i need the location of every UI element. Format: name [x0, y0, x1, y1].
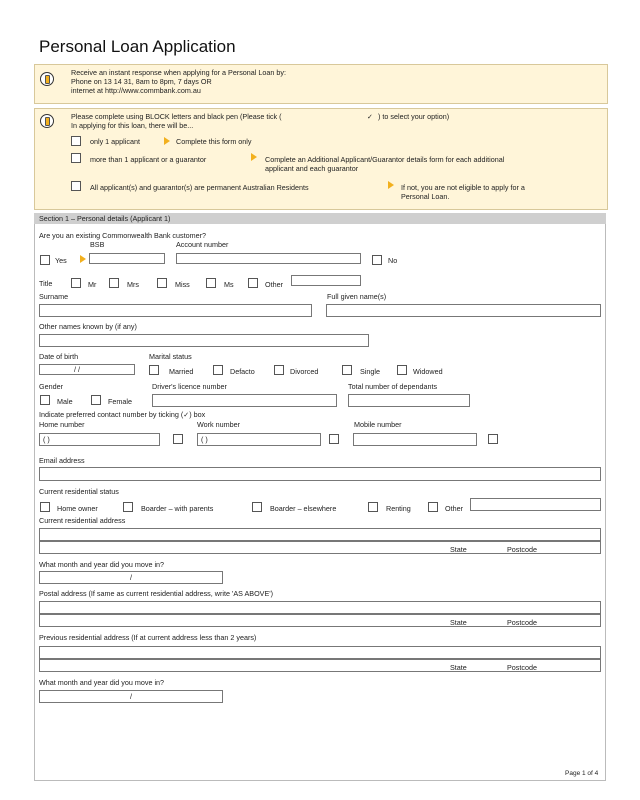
- home-number-label: Home number: [39, 420, 85, 429]
- email-input[interactable]: [39, 467, 601, 481]
- only-one-applicant-checkbox[interactable]: [71, 136, 81, 146]
- title-label: Title: [39, 279, 53, 288]
- home-preferred-checkbox[interactable]: [173, 434, 183, 444]
- gender-label: Gender: [39, 382, 63, 391]
- home-owner-checkbox[interactable]: [40, 502, 50, 512]
- postal-address-line1[interactable]: [39, 601, 601, 614]
- state-label: State: [450, 663, 467, 672]
- defacto-checkbox[interactable]: [213, 365, 223, 375]
- mrs-label: Mrs: [127, 280, 139, 289]
- other-names-input[interactable]: [39, 334, 369, 347]
- tick-mark-icon: ✓: [367, 112, 374, 121]
- note2-line2: In applying for this loan, there will be...: [71, 121, 194, 130]
- given-names-input[interactable]: [326, 304, 601, 317]
- other-status-label: Other: [445, 504, 463, 513]
- dob-input[interactable]: [39, 364, 135, 375]
- single-label: Single: [360, 367, 380, 376]
- previous-address-label: Previous residential address (If at current address less than 2 years): [39, 633, 257, 642]
- divorced-label: Divorced: [290, 367, 319, 376]
- page-title: Personal Loan Application: [39, 37, 236, 56]
- other-title-checkbox[interactable]: [248, 278, 258, 288]
- dependants-label: Total number of dependants: [348, 382, 438, 391]
- miss-checkbox[interactable]: [157, 278, 167, 288]
- home-area-code: ( ): [43, 435, 50, 444]
- female-label: Female: [108, 397, 132, 406]
- mobile-number-input[interactable]: [353, 433, 477, 446]
- state-label: State: [450, 618, 467, 627]
- page-number: Page 1 of 4: [565, 770, 599, 777]
- male-label: Male: [57, 397, 73, 406]
- arrow-right-icon: [164, 137, 170, 145]
- opt1-action: Complete this form only: [176, 137, 252, 146]
- dob-label: Date of birth: [39, 352, 79, 361]
- section-title: Section 1 – Personal details (Applicant 1): [39, 214, 171, 223]
- married-checkbox[interactable]: [149, 365, 159, 375]
- current-address-label: Current residential address: [39, 516, 126, 525]
- other-names-label: Other names known by (if any): [39, 322, 137, 331]
- licence-label: Driver's licence number: [152, 382, 227, 391]
- boarder-parents-label: Boarder – with parents: [141, 504, 214, 513]
- residents-checkbox[interactable]: [71, 181, 81, 191]
- move-in-slash-2: /: [130, 692, 132, 701]
- postcode-label: Postcode: [507, 663, 537, 672]
- yes-checkbox[interactable]: [40, 255, 50, 265]
- note1-line1: Receive an instant response when applying for a Personal Loan by:: [71, 68, 286, 77]
- mr-checkbox[interactable]: [71, 278, 81, 288]
- opt3-action-2: Personal Loan.: [401, 192, 450, 201]
- boarder-elsewhere-checkbox[interactable]: [252, 502, 262, 512]
- renting-checkbox[interactable]: [368, 502, 378, 512]
- boarder-parents-checkbox[interactable]: [123, 502, 133, 512]
- move-in-label-2: What month and year did you move in?: [39, 678, 165, 687]
- arrow-right-icon: [251, 153, 257, 161]
- opt2-action-2: applicant and each guarantor: [265, 164, 359, 173]
- surname-input[interactable]: [39, 304, 312, 317]
- widowed-label: Widowed: [413, 367, 443, 376]
- work-number-input[interactable]: [197, 433, 321, 446]
- no-checkbox[interactable]: [372, 255, 382, 265]
- note1-line2: Phone on 13 14 31, 8am to 8pm, 7 days OR: [71, 77, 212, 86]
- ms-label: Ms: [224, 280, 234, 289]
- widowed-checkbox[interactable]: [397, 365, 407, 375]
- opt3-label: All applicant(s) and guarantor(s) are permanent Australian Residents: [90, 183, 309, 192]
- other-title-label: Other: [265, 280, 283, 289]
- state-label: State: [450, 545, 467, 554]
- arrow-right-icon: [388, 181, 394, 189]
- residential-status-label: Current residential status: [39, 487, 119, 496]
- arrow-right-icon: [80, 255, 86, 263]
- account-label: Account number: [176, 240, 229, 249]
- postcode-label: Postcode: [507, 618, 537, 627]
- opt2-action-1: Complete an Additional Applicant/Guarantor details form for each additional: [265, 155, 505, 164]
- postcode-label: Postcode: [507, 545, 537, 554]
- mr-label: Mr: [88, 280, 97, 289]
- male-checkbox[interactable]: [40, 395, 50, 405]
- mobile-preferred-checkbox[interactable]: [488, 434, 498, 444]
- more-applicants-checkbox[interactable]: [71, 153, 81, 163]
- move-in-label: What month and year did you move in?: [39, 560, 165, 569]
- lightbulb-icon: [40, 72, 54, 86]
- move-in-slash: /: [130, 573, 132, 582]
- mobile-number-label: Mobile number: [354, 420, 402, 429]
- female-checkbox[interactable]: [91, 395, 101, 405]
- licence-input[interactable]: [152, 394, 337, 407]
- current-address-line1[interactable]: [39, 528, 601, 541]
- bsb-input[interactable]: [89, 253, 165, 264]
- married-label: Married: [169, 367, 194, 376]
- no-label: No: [388, 256, 398, 265]
- boarder-elsewhere-label: Boarder – elsewhere: [270, 504, 337, 513]
- other-title-input[interactable]: [291, 275, 361, 286]
- work-area-code: ( ): [201, 435, 208, 444]
- contact-pref-label: Indicate preferred contact number by ticking (✓) box: [39, 410, 206, 419]
- other-status-checkbox[interactable]: [428, 502, 438, 512]
- account-number-input[interactable]: [176, 253, 361, 264]
- work-number-label: Work number: [197, 420, 241, 429]
- work-preferred-checkbox[interactable]: [329, 434, 339, 444]
- lightbulb-icon: [40, 114, 54, 128]
- single-checkbox[interactable]: [342, 365, 352, 375]
- opt2-label: more than 1 applicant or a guarantor: [90, 155, 207, 164]
- renting-label: Renting: [386, 504, 411, 513]
- bsb-label: BSB: [90, 240, 105, 249]
- other-status-input[interactable]: [470, 498, 601, 511]
- dependants-input[interactable]: [348, 394, 470, 407]
- home-number-input[interactable]: [39, 433, 160, 446]
- existing-customer-question: Are you an existing Commonwealth Bank customer?: [39, 231, 206, 240]
- previous-address-line1[interactable]: [39, 646, 601, 659]
- note2-line1: Please complete using BLOCK letters and black pen (Please tick (: [71, 112, 282, 121]
- email-label: Email address: [39, 456, 85, 465]
- ms-checkbox[interactable]: [206, 278, 216, 288]
- home-owner-label: Home owner: [57, 504, 98, 513]
- opt1-label: only 1 applicant: [90, 137, 140, 146]
- miss-label: Miss: [175, 280, 190, 289]
- note1-line3: internet at http://www.commbank.com.au: [71, 86, 201, 95]
- yes-label: Yes: [55, 256, 67, 265]
- note2-line1b: ) to select your option): [378, 112, 450, 121]
- postal-address-label: Postal address (If same as current residential address, write 'AS ABOVE'): [39, 589, 274, 598]
- surname-label: Surname: [39, 292, 69, 301]
- opt3-action-1: If not, you are not eligible to apply for a: [401, 183, 525, 192]
- divorced-checkbox[interactable]: [274, 365, 284, 375]
- given-names-label: Full given name(s): [327, 292, 387, 301]
- defacto-label: Defacto: [230, 367, 255, 376]
- marital-label: Marital status: [149, 352, 192, 361]
- dob-separators: / /: [74, 365, 80, 374]
- mrs-checkbox[interactable]: [109, 278, 119, 288]
